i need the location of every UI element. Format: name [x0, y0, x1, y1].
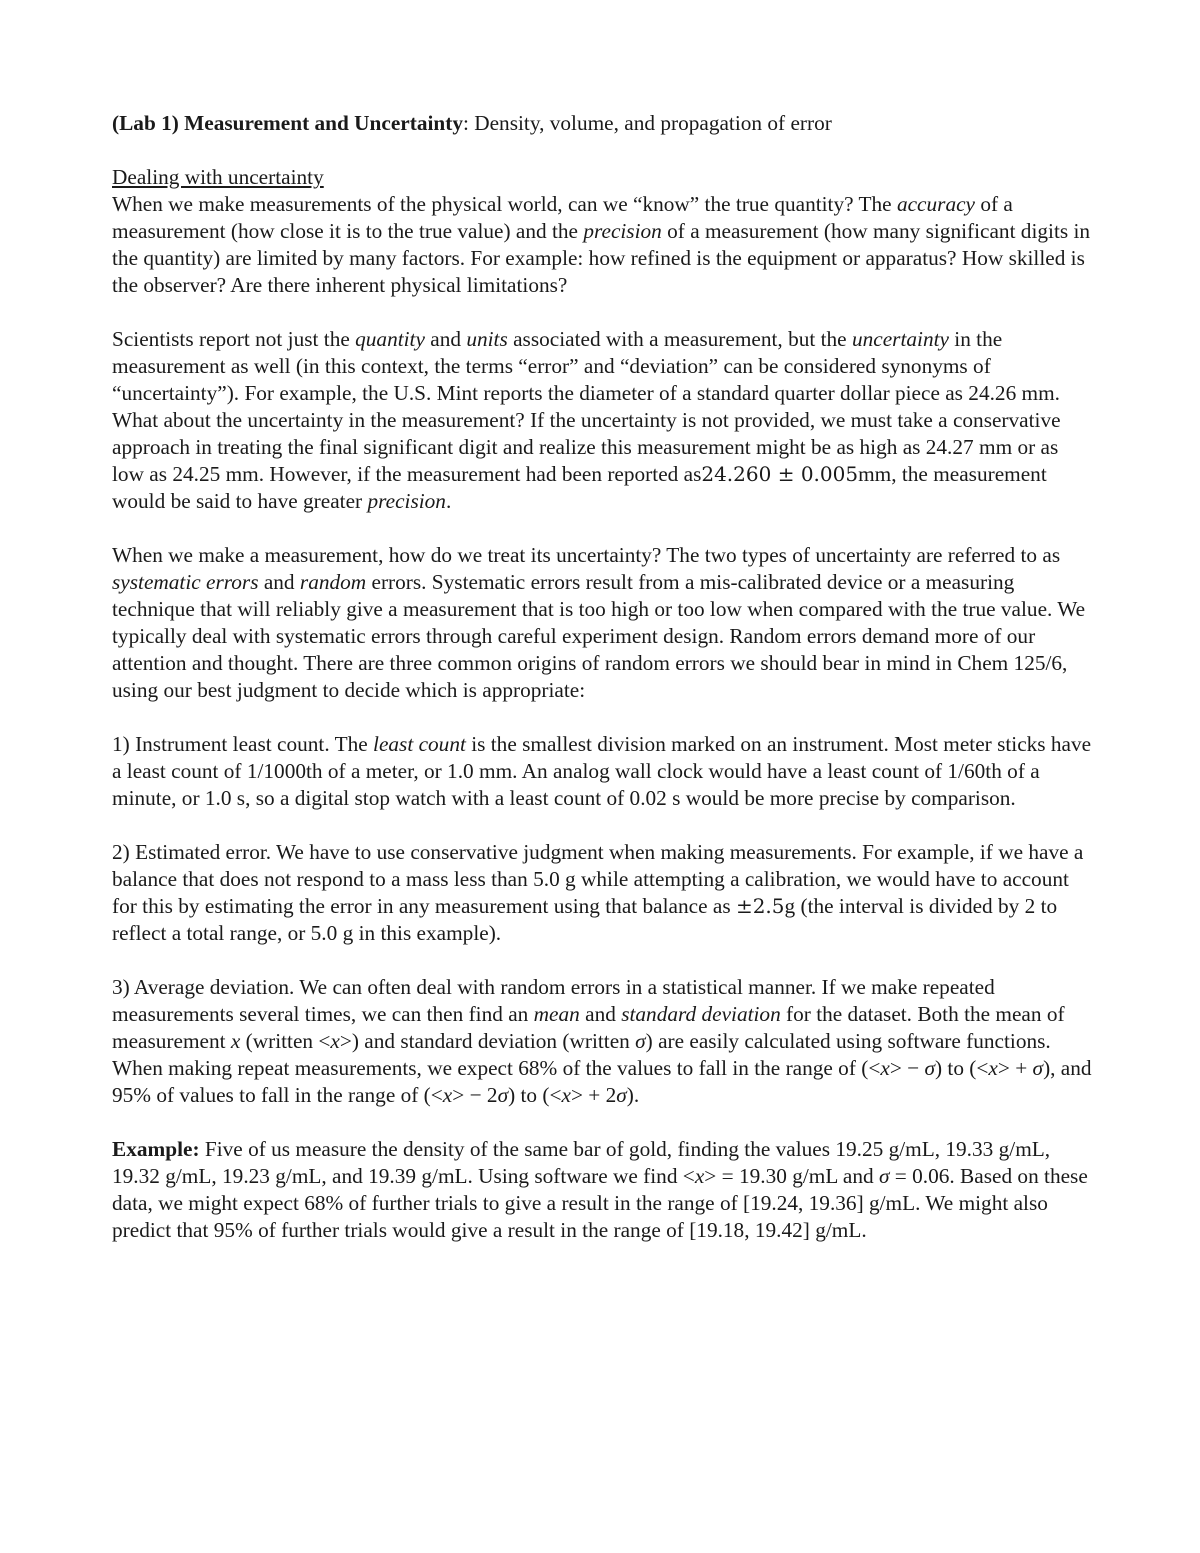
- math-expression: 24.260 ± 0.005: [701, 462, 859, 486]
- math-variable: x: [230, 1029, 241, 1053]
- math-variable: x: [561, 1083, 571, 1107]
- text-run: of a measurement (how many significant digits in the quantity) are limited by many factors. For example: how refined is the equipment or apparatus? How skilled is the observer? Are there inherent physical limitations?: [112, 219, 1091, 297]
- italic-term: units: [466, 327, 508, 351]
- text-run: .: [445, 489, 452, 513]
- math-variable: σ: [878, 1164, 890, 1188]
- paragraph-accuracy-precision: [112, 191, 1092, 299]
- section-heading: [112, 164, 1092, 191]
- math-variable: x: [880, 1056, 890, 1080]
- text-run: > −: [889, 1056, 925, 1080]
- math-variable: x: [988, 1056, 998, 1080]
- text-run: 2) Estimated error. We have to use conservative judgment when making measurements. For example, if we have a balance that does not respond to a mass less than 5.0 g while attempting a calibration, we would have to account for this by estimating the error in any measurement using that balance as: [112, 840, 1084, 918]
- text-run: of a measurement (how close it is to the true value) and the: [112, 192, 1013, 243]
- math-variable: σ: [616, 1083, 627, 1107]
- text-run: and: [579, 1002, 622, 1026]
- paragraph-gap: [112, 812, 1092, 839]
- math-variable: x: [330, 1029, 340, 1053]
- paragraph-reporting-uncertainty: [112, 326, 1092, 515]
- italic-term: systematic errors: [112, 570, 259, 594]
- paragraph-gap: [112, 1109, 1092, 1136]
- italic-term: precision: [367, 489, 446, 513]
- text-run: ) to (<: [935, 1056, 989, 1080]
- text-run: ) are easily calculated using software functions. When making repeat measurements, we expect 68% of the values to fall in the range of (<: [112, 1029, 1051, 1080]
- section-heading-text: Dealing with uncertainty: [112, 165, 324, 189]
- paragraph-gap: [112, 299, 1092, 326]
- italic-term: random: [299, 570, 367, 594]
- text-run: > = 19.30 g/mL and: [704, 1164, 879, 1188]
- document-page: [112, 110, 1092, 1244]
- paragraph-gap: [112, 704, 1092, 731]
- paragraph-gap: [112, 947, 1092, 974]
- paragraph-estimated-error: [112, 839, 1092, 947]
- math-variable: x: [694, 1164, 705, 1188]
- math-variable: x: [442, 1083, 453, 1107]
- paragraph-example: [112, 1136, 1092, 1244]
- italic-term: precision: [583, 219, 662, 243]
- text-run: is the smallest division marked on an instrument. Most meter sticks have a least count of 1/1000th of a meter, or 1.0 mm. An analog wall clock would have a least count of 1/60th of a minute, or 1.0 s, so a digital stop watch with a least count of 0.02 s would be more precise by comparison.: [112, 732, 1092, 810]
- paragraph-error-types: [112, 542, 1092, 704]
- example-label: Example:: [112, 1137, 200, 1161]
- math-variable: σ: [924, 1056, 935, 1080]
- italic-term: accuracy: [896, 192, 975, 216]
- text-run: (written <: [240, 1029, 331, 1053]
- text-run: > +: [997, 1056, 1033, 1080]
- italic-term: standard deviation: [621, 1002, 781, 1026]
- text-run: for the dataset. Both the mean of measurement: [112, 1002, 1065, 1053]
- text-run: Five of us measure the density of the same bar of gold, finding the values 19.25 g/mL, 19.33 g/mL, 19.32 g/mL, 19.23 g/mL, and 19.39 g/mL. Using software we find <: [112, 1137, 1051, 1188]
- text-run: and: [258, 570, 300, 594]
- paragraph-gap: [112, 515, 1092, 542]
- text-run: associated with a measurement, but the: [507, 327, 852, 351]
- text-run: ), and 95% of values to fall in the range of (<: [112, 1056, 1092, 1107]
- text-run: > + 2: [570, 1083, 617, 1107]
- text-run: errors. Systematic errors result from a mis-calibrated device or a measuring technique that will reliably give a measurement that is too high or too low when compared with the true value. We typically deal with systematic errors through careful experiment design. Random errors demand more of our attention and thought. There are three common origins of random errors we should bear in mind in Chem 125/6, using our best judgment to decide which is appropriate:: [112, 570, 1086, 702]
- text-run: 3) Average deviation. We can often deal with random errors in a statistical manner. If we make repeated measurements several times, we can then find an: [112, 975, 995, 1026]
- paragraph-average-deviation: [112, 974, 1092, 1109]
- title-rest: : Density, volume, and propagation of error: [462, 111, 832, 135]
- italic-term: quantity: [355, 327, 425, 351]
- text-run: When we make measurements of the physical world, can we “know” the true quantity? The: [112, 192, 897, 216]
- document-title: [112, 110, 1092, 137]
- text-run: Scientists report not just the: [112, 327, 356, 351]
- italic-term: least count: [373, 732, 466, 756]
- text-run: > − 2: [452, 1083, 498, 1107]
- text-run: When we make a measurement, how do we treat its uncertainty? The two types of uncertainty are referred to as: [112, 543, 1061, 567]
- title-bold: (Lab 1) Measurement and Uncertainty: [112, 111, 463, 135]
- italic-term: mean: [533, 1002, 580, 1026]
- paragraph-least-count: [112, 731, 1092, 812]
- text-run: and: [424, 327, 467, 351]
- math-variable: σ: [635, 1029, 646, 1053]
- text-run: 1) Instrument least count. The: [112, 732, 374, 756]
- text-run: >) and standard deviation (written: [339, 1029, 636, 1053]
- math-variable: σ: [497, 1083, 509, 1107]
- text-run: g (the interval is divided by 2 to reflect a total range, or 5.0 g in this example).: [112, 894, 1058, 945]
- math-expression: ±2.5: [735, 894, 785, 918]
- text-run: mm, the measurement would be said to have greater: [112, 462, 1047, 513]
- text-run: = 0.06. Based on these data, we might expect 68% of further trials to give a result in the range of [19.24, 19.36] g/mL. We might also predict that 95% of further trials would give a result in the range of [19.18, 19.42] g/mL.: [112, 1164, 1088, 1242]
- italic-term: uncertainty: [851, 327, 949, 351]
- math-variable: σ: [1032, 1056, 1044, 1080]
- text-run: ) to (<: [508, 1083, 562, 1107]
- text-run: in the measurement as well (in this context, the terms “error” and “deviation” can be considered synonyms of “uncertainty”). For example, the U.S. Mint reports the diameter of a standard quarter dollar piece as 24.26 mm. What about the uncertainty in the measurement? If the uncertainty is not provided, we must take a conservative approach in treating the final significant digit and realize this measurement might be as high as 24.27 mm or as low as 24.25 mm. However, if the measurement had been reported as: [112, 327, 1061, 486]
- text-run: ).: [626, 1083, 640, 1107]
